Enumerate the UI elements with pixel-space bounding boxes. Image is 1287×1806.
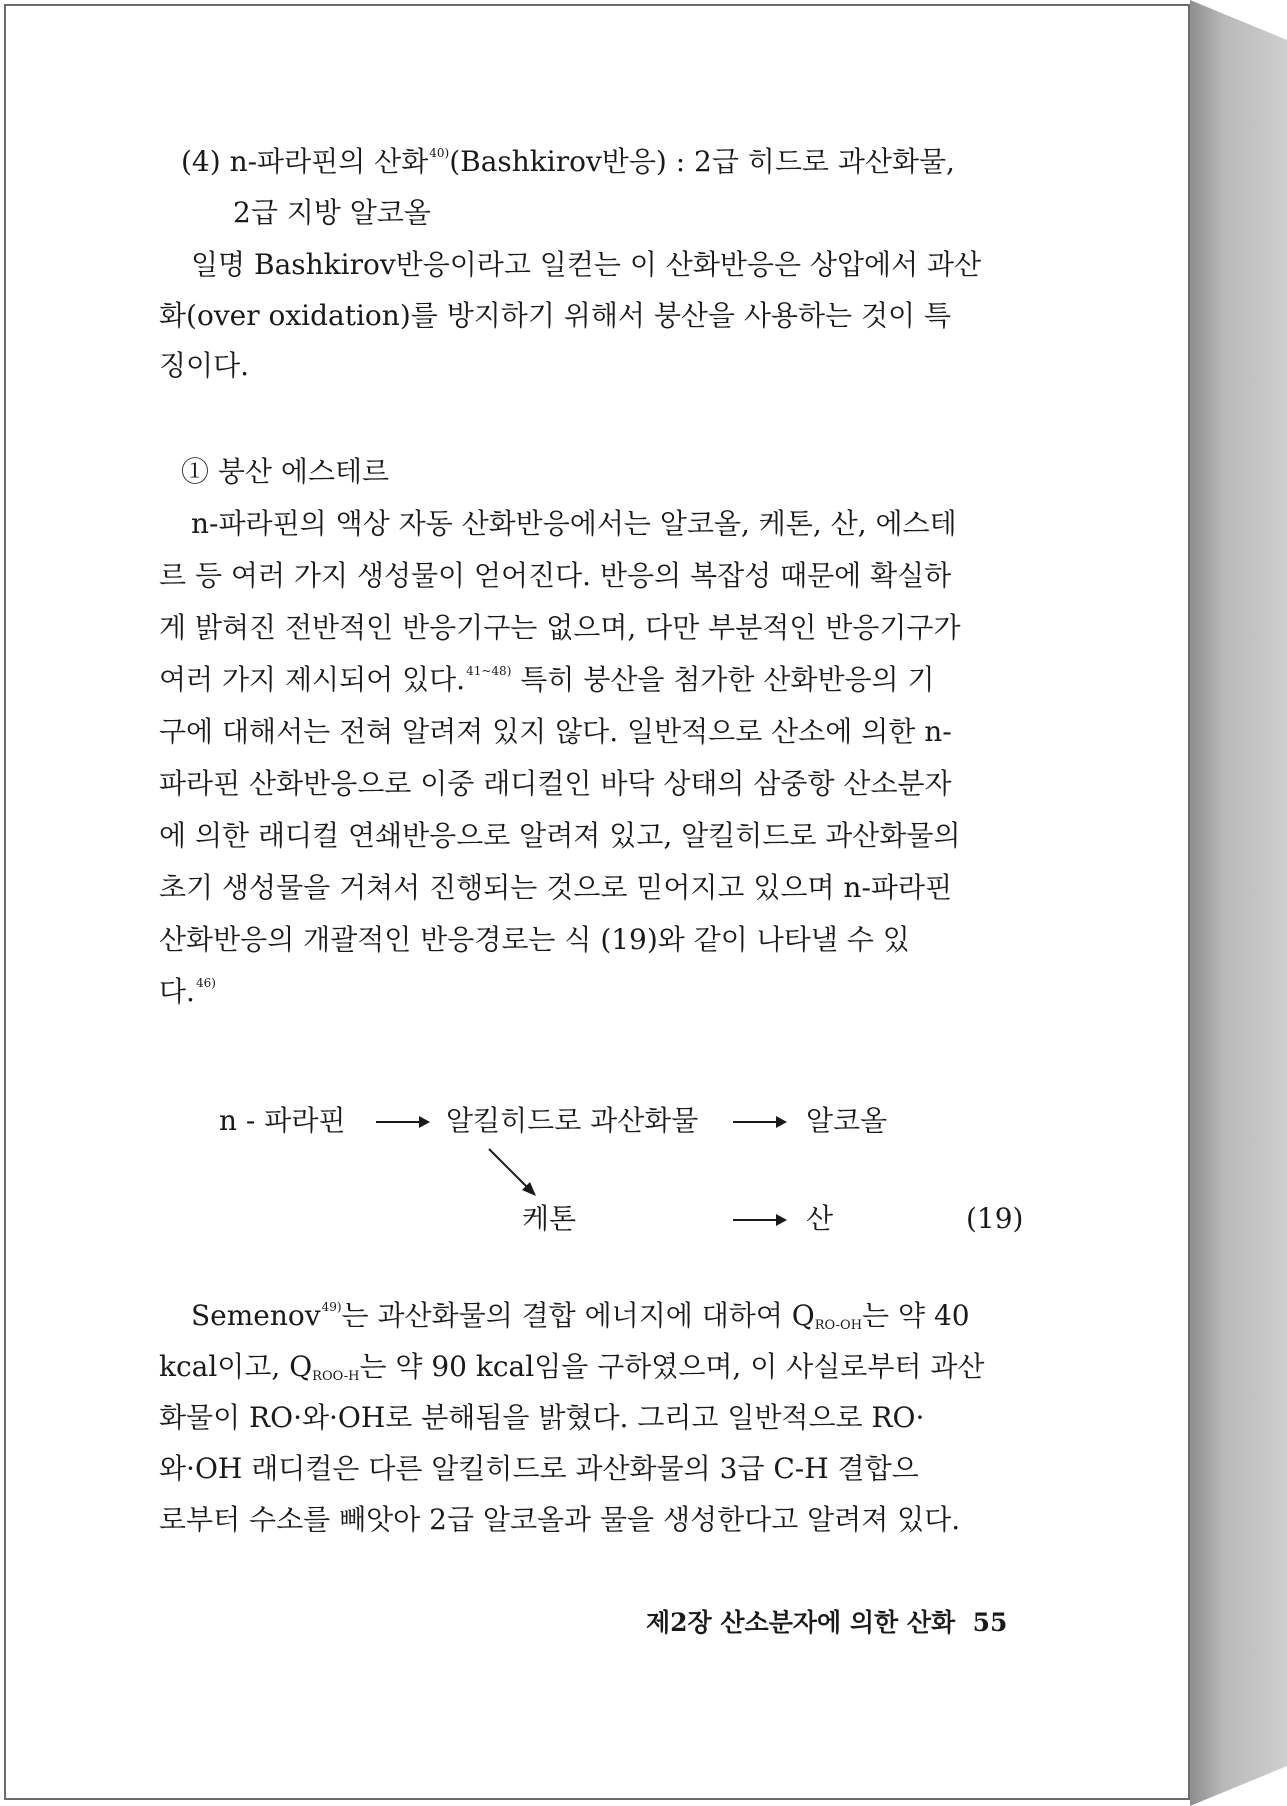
para2-line1: n-파라핀의 액상 자동 산화반응에서는 알코올, 케톤, 산, 에스테 (191, 507, 957, 540)
para2-line8: 초기 생성물을 거쳐서 진행되는 것으로 믿어지고 있으며 n-파라핀 (159, 871, 953, 904)
para1-line1: 일명 Bashkirov반응이라고 일컫는 이 산화반응은 상압에서 과산 (191, 248, 982, 281)
scheme-alkyl-hydroperoxide: 알킬히드로 과산화물 (446, 1104, 699, 1137)
chapter-title: 제2장 산소분자에 의한 산화 (646, 1608, 956, 1637)
para2-line4: 여러 가지 제시되어 있다.$^{41\sim 48)}$ 특히 붕산을 첨가한 산화반응의 기 (159, 663, 935, 696)
citation-49: 49) (321, 1300, 342, 1314)
para2-line7: 에 의한 래디컬 연쇄반응으로 알려져 있고, 알킬히드로 과산화물의 (159, 819, 961, 852)
scheme-alcohol: 알코올 (806, 1104, 888, 1137)
para2-line9: 산화반응의 개괄적인 반응경로는 식 (19)와 같이 나타낼 수 있 (159, 923, 910, 956)
para3-line2: kcal이고, QROO-H는 약 90 kcal임을 구하였으며, 이 사실로부터 과산 (159, 1350, 985, 1384)
arrow-diagonal (486, 1146, 546, 1206)
page-number: 55 (972, 1608, 1008, 1637)
para2-line2: 르 등 여러 가지 생성물이 얻어진다. 반응의 복잡성 때문에 확실하 (159, 559, 952, 592)
para3-line5: 로부터 수소를 빼앗아 2급 알코올과 물을 생성한다고 알려져 있다. (159, 1503, 961, 1536)
arrow-right-3 (733, 1219, 785, 1221)
subsection-boric-ester-heading: ① 붕산 에스테르 (181, 455, 390, 488)
arrow-right-1 (376, 1121, 428, 1123)
book-side-edge (1190, 0, 1287, 1806)
equation-number: (19) (966, 1202, 1024, 1235)
section-4-title-cont: (Bashkirov반응) : 2급 히드로 과산화물, (449, 145, 955, 178)
para1-line3: 징이다. (159, 349, 250, 382)
section-4-title: (4) n-파라핀의 산화 (181, 145, 429, 178)
para2-line6: 파라핀 산화반응으로 이중 래디컬인 바닥 상태의 삼중항 산소분자 (159, 767, 952, 800)
para1-line2: 화(over oxidation)를 방지하기 위해서 붕산을 사용하는 것이 특 (159, 299, 952, 332)
citation-46: 46) (195, 976, 216, 990)
para2-line5: 구에 대해서는 전혀 알려져 있지 않다. 일반적으로 산소에 의한 n- (159, 715, 952, 748)
citation-41-48: 41~48) (466, 664, 512, 678)
section-4-subtitle: 2급 지방 알코올 (233, 196, 431, 229)
scheme-acid: 산 (806, 1202, 834, 1235)
arrow-right-2 (733, 1121, 785, 1123)
para3-line1: Semenov$^{49)}$는 과산화물의 결합 에너지에 대하여 QRO-OH는 약 40 (191, 1299, 970, 1333)
book-page (4, 4, 1190, 1800)
scheme-n-paraffin: n - 파라핀 (219, 1104, 346, 1137)
page-footer (646, 1603, 1007, 1639)
para2-line3: 게 밝혀진 전반적인 반응기구는 없으며, 다만 부분적인 반응기구가 (159, 611, 961, 644)
para3-line3: 화물이 RO·와·OH로 분해됨을 밝혔다. 그리고 일반적으로 RO· (159, 1401, 925, 1434)
para2-line10: 다.$^{46)}$ (159, 975, 216, 1008)
para3-line4: 와·OH 래디컬은 다른 알킬히드로 과산화물의 3급 C-H 결합으 (159, 1452, 919, 1485)
section-4-heading (181, 145, 955, 178)
citation-40: 40) (429, 146, 450, 160)
scheme-ketone: 케톤 (522, 1202, 577, 1235)
